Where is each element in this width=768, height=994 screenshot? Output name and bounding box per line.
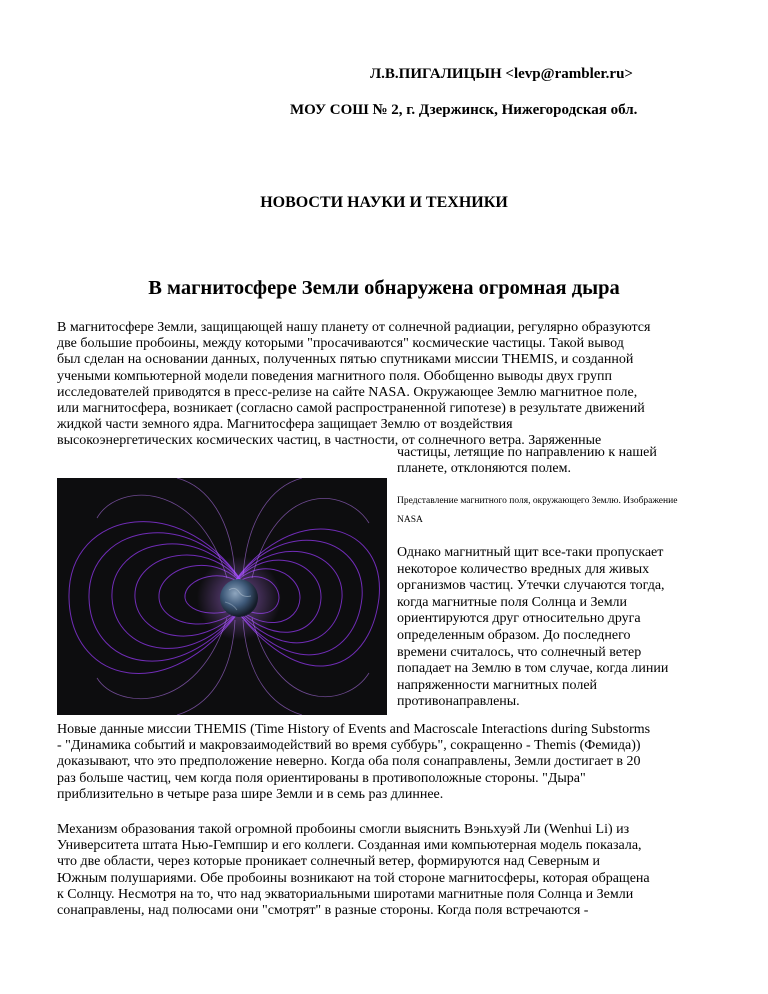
paragraph-1-continued (397, 445, 717, 477)
text-line: Южным полушариями. Обе пробоины возникают на той стороне магнитосферы, которая обращена (57, 870, 650, 886)
text-line: высокоэнергетических космических частиц, в частности, от солнечного ветра. Заряженные (57, 433, 602, 449)
magnetic-field-illustration (57, 478, 387, 715)
text-line: сонаправлены, над полюсами они "смотрят" в разные стороны. Когда поля встречаются - (57, 903, 589, 919)
text-line: к Солнцу. Несмотря на то, что над экваториальными широтами магнитные поля Солнца и Земли (57, 886, 634, 902)
text-line: времени считалось, что солнечный ветер (397, 644, 642, 660)
text-line: две большие пробоины, между которыми "просачиваются" космические частицы. Такой вывод (57, 336, 624, 352)
text-line: напряженности магнитных полей (397, 677, 598, 693)
text-line: раз больше частиц, чем когда поля ориентированы в противоположные стороны. "Дыра" (57, 770, 586, 786)
text-line: что две области, через которые проникает солнечный ветер, формируются над Северным и (57, 854, 601, 870)
earth-globe (220, 579, 258, 617)
magnetosphere-image (57, 478, 387, 715)
text-line: Механизм образования такой огромной пробоины смогли выяснить Вэньхуэй Ли (Wenhui Li) из (57, 822, 630, 837)
paragraph-2 (397, 545, 717, 711)
text-line: попадает на Землю в том случае, когда линии (397, 661, 669, 677)
text-line: Однако магнитный щит все-таки пропускает (397, 545, 664, 560)
text-line: частицы, летящие по направлению к нашей (397, 445, 657, 460)
text-line: планете, отклоняются полем. (397, 461, 571, 477)
text-line: Университета штата Нью-Гемпшир и его коллеги. Созданная ими компьютерная модель показала, (57, 838, 642, 854)
text-line: организмов частиц. Утечки случаются тогда, (397, 578, 665, 594)
school-line: МОУ СОШ № 2, г. Дзержинск, Нижегородская обл. (290, 102, 638, 118)
text-line: жидкой части земного ядра. Магнитосфера защищает Землю от воздействия (57, 417, 513, 433)
text-line: учеными компьютерной модели поведения магнитного поля. Обобщенно выводы двух групп (57, 368, 612, 384)
text-line: ориентируются друг относительно друга (397, 611, 641, 627)
caption-line: NASA (397, 515, 423, 525)
paragraph-4 (57, 822, 727, 919)
text-line: приблизительно в четыре раза шире Земли и в семь раз длиннее. (57, 786, 444, 802)
text-line: доказывают, что это предположение неверно. Когда оба поля сонаправлены, Земли достигает в 20 (57, 754, 641, 770)
figure-caption (397, 492, 727, 530)
text-line: некоторое количество вредных для живых (397, 561, 650, 577)
text-line: - "Динамика событий и макровзаимодействий во время суббурь", сокращенно - Themis (Фемида)) (57, 738, 641, 754)
caption-line: Представление магнитного поля, окружающего Землю. Изображение (397, 496, 678, 506)
text-line: был сделан на основании данных, полученных пятью спутниками миссии THEMIS, и созданной (57, 352, 634, 368)
section-title: НОВОСТИ НАУКИ И ТЕХНИКИ (260, 194, 508, 211)
text-line: В магнитосфере Земли, защищающей нашу планету от солнечной радиации, регулярно образуются (57, 320, 651, 335)
text-line: или магнитосфера, возникает (согласно самой распространенной гипотезе) в результате движений (57, 401, 645, 417)
paragraph-1 (57, 320, 727, 450)
article-title: В магнитосфере Земли обнаружена огромная дыра (148, 277, 620, 299)
author-line: Л.В.ПИГАЛИЦЫН <levp@rambler.ru> (370, 66, 633, 82)
text-line: исследователей приводятся в пресс-релизе на сайте NASA. Окружающее Землю магнитное поле, (57, 384, 638, 400)
paragraph-3 (57, 722, 727, 803)
text-line: определенным образом. До последнего (397, 627, 631, 643)
text-line: когда магнитные поля Солнца и Земли (397, 594, 628, 610)
text-line: Новые данные миссии THEMIS (Time History of Events and Macroscale Interactions during Substorms (57, 722, 651, 737)
text-line: противонаправлены. (397, 694, 520, 710)
